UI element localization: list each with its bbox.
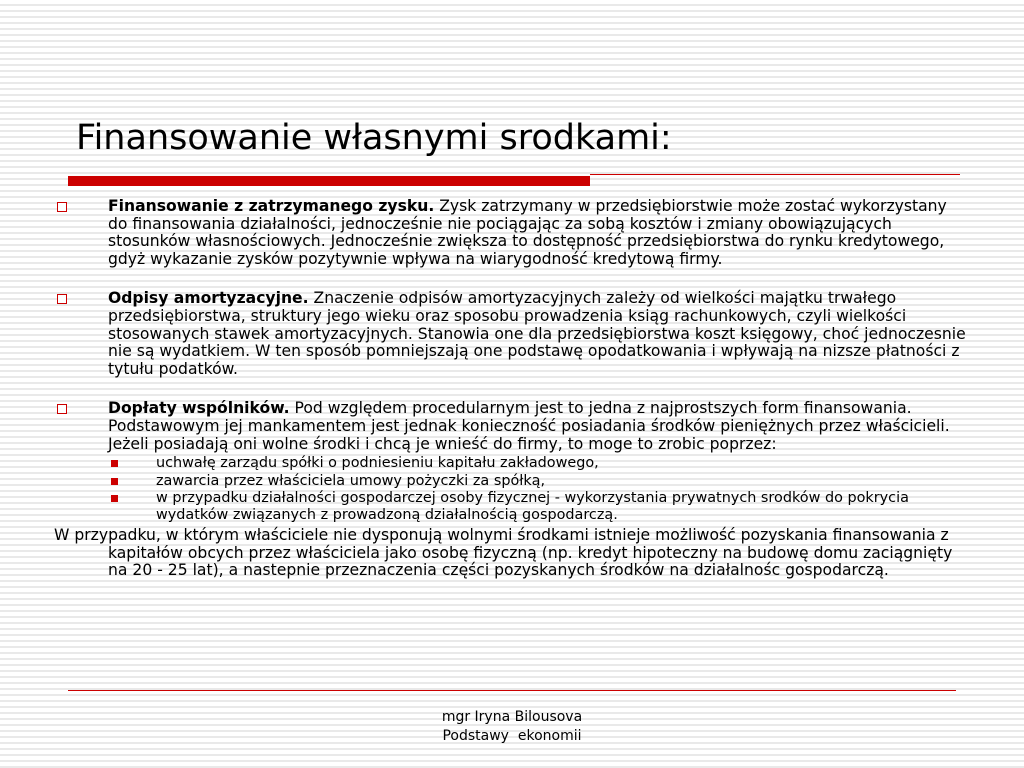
hollow-square-bullet-icon <box>57 294 67 304</box>
sub-bullet-item <box>54 490 970 523</box>
filled-square-bullet-icon <box>111 460 118 467</box>
slide-title: Finansowanie własnymi srodkami: <box>76 118 672 158</box>
bullet-shareholder-contributions <box>54 400 970 453</box>
slide-content <box>54 198 970 580</box>
filled-square-bullet-icon <box>111 495 118 502</box>
hollow-square-bullet-icon <box>57 202 67 212</box>
title-underline-bar <box>68 176 590 186</box>
title-underline-rule <box>590 174 960 175</box>
bullet-text: Znaczenie odpisów amortyzacyjnych zależy od wielkości majątku trwałego przedsiębiorstwa, struktury jego wieku oraz sposobu prowadzenia ksiąg rachunkowych, czyli wielkości stosowanych stawek amortyzacyjnych. Stanowia one dla przedsiębiorstwa koszt księgowy, choć jednoczesnie nie są wydatkiem. W ten sposób pomniejszają one podstawę opodatkowania i wpływają na nizsze płatności z tytułu podatków. <box>108 289 966 378</box>
filled-square-bullet-icon <box>111 478 118 485</box>
bullet-heading: Dopłaty wspólników. <box>108 399 290 418</box>
sub-bullet-text: w przypadku działalności gospodarczej osoby fizycznej - wykorzystania prywatnych srodków do pokrycia wydatków związanych z prowadzoną działalnością gospodarczą. <box>156 490 909 523</box>
sub-bullet-item <box>54 473 970 490</box>
footer-author: mgr Iryna Bilousova <box>441 709 583 725</box>
bullet-retained-earnings <box>54 198 970 268</box>
bullet-text: Zysk zatrzymany w przedsiębiorstwie może zostać wykorzystany do finansowania działalności, jednocześnie nie pociągając za sobą kosztów i zmiany obowiązujących stosunków własnościowych. Jednocześnie zwiększa to dostępność przedsiębiorstwa do rynku kredytowego, gdyż wykazanie zysków pozytywnie wpływa na wiarygodność kredytową firmy. <box>108 197 947 268</box>
sub-bullet-list <box>54 455 970 523</box>
closing-paragraph: W przypadku, w którym właściciele nie dysponują wolnymi środkami istnieje możliwość pozyskania finansowania z kapitałów obcych przez właściciela jako osobę fizyczną (np. kredyt hipoteczny na budowę domu zaciągnięty na 20 - 25 lat), a nastepnie przeznaczenia części pozyskanych środków na działalnośc gospodarczą. <box>54 526 953 580</box>
bullet-depreciation <box>54 290 970 378</box>
footer-course: Podstawy ekonomii <box>442 728 582 744</box>
hollow-square-bullet-icon <box>57 404 67 414</box>
footer <box>400 708 624 746</box>
sub-bullet-text: uchwałę zarządu spółki o podniesieniu kapitału zakładowego, <box>156 455 599 472</box>
sub-bullet-item <box>54 455 970 472</box>
bullet-heading: Odpisy amortyzacyjne. <box>108 289 309 308</box>
footer-divider <box>68 690 956 691</box>
sub-bullet-text: zawarcia przez właściciela umowy pożyczki za spółką, <box>156 472 546 489</box>
bullet-text: Pod względem procedularnym jest to jedna z najprostszych form finansowania. Podstawowym jej mankamentem jest jednak konieczność posiadania środków pieniężnych przez właścicieli. Jeżeli posiadają oni wolne środki i chcą je wnieść do firmy, to moge to zrobic poprzez: <box>108 399 950 453</box>
bullet-heading: Finansowanie z zatrzymanego zysku. <box>108 197 435 215</box>
